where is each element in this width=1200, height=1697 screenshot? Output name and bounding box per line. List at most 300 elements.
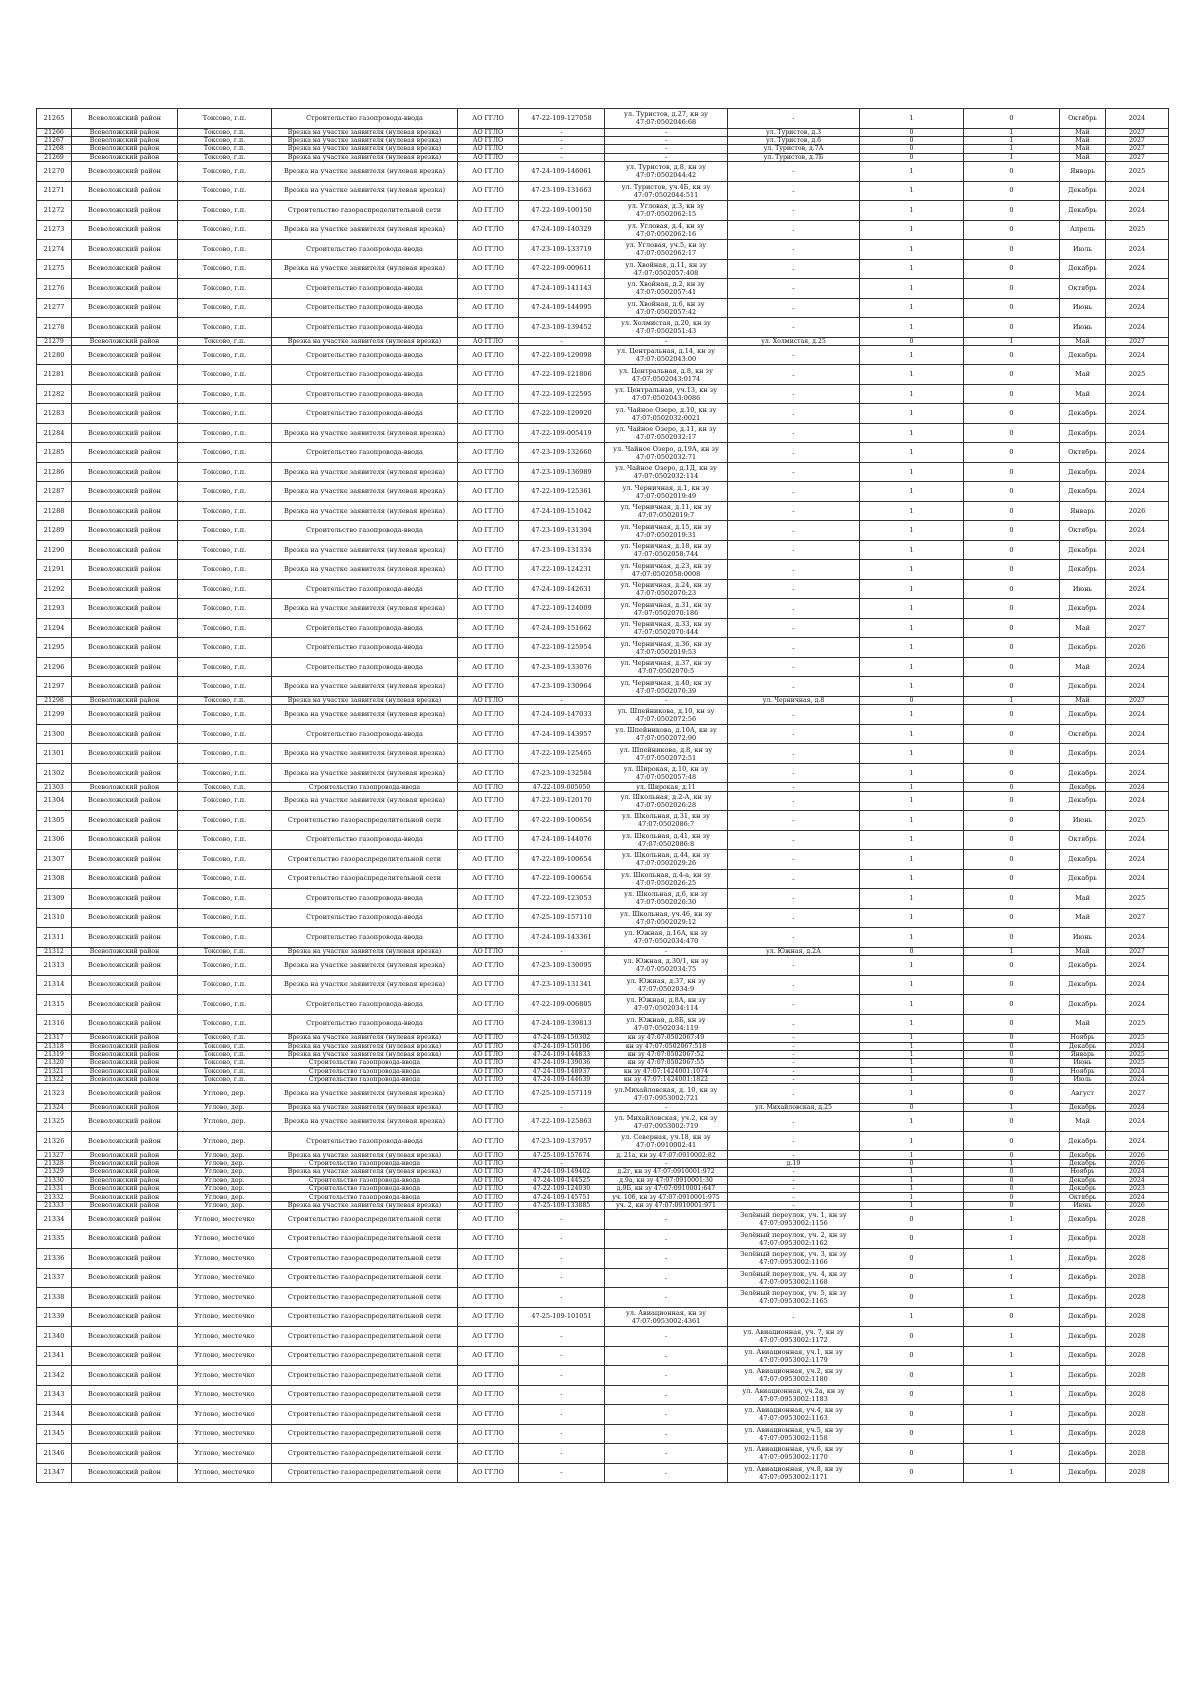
cell-address-with-application: - <box>605 1249 728 1269</box>
cell-month: Декабрь <box>1060 1288 1106 1308</box>
cell-year: 2024 <box>1106 1131 1169 1151</box>
cell-count-with-application: 1 <box>860 638 964 658</box>
cell-application-number: 47-23-109-139452 <box>519 318 605 338</box>
cell-year: 2028 <box>1106 1463 1169 1483</box>
cell-month: Июнь <box>1060 928 1106 948</box>
cell-district: Всеволожский район <box>72 259 178 279</box>
cell-address-with-application: ул. Черничная, д.24, кн зу 47:07:0502070:23 <box>605 579 728 599</box>
cell-address-without-application: ул. Южная, д.2А <box>728 947 860 955</box>
cell-month: Декабрь <box>1060 201 1106 221</box>
cell-month: Июль <box>1060 240 1106 260</box>
cell-organization: АО ГГЛО <box>458 365 519 385</box>
table-row <box>37 1424 1169 1444</box>
cell-address-without-application: - <box>728 482 860 502</box>
cell-address-with-application: ул. Шпейникова, д.8, кн зу 47:07:0502072:51 <box>605 744 728 764</box>
cell-count-with-application: 1 <box>860 1151 964 1159</box>
cell-organization: АО ГГЛО <box>458 1229 519 1249</box>
cell-work-type: Строительство газораспределительной сети <box>272 811 458 831</box>
cell-count-with-application: 1 <box>860 1067 964 1075</box>
cell-row-number: 21281 <box>37 365 72 385</box>
cell-address-without-application: ул. Туристов, д.3 <box>728 128 860 136</box>
cell-settlement: Углово, дер. <box>178 1084 272 1104</box>
cell-row-number: 21301 <box>37 744 72 764</box>
cell-year: 2027 <box>1106 136 1169 144</box>
cell-address-without-application: ул. Туристов, д.6 <box>728 136 860 144</box>
cell-settlement: Токсово, г.п. <box>178 783 272 791</box>
cell-application-number: 47-22-109-125465 <box>519 744 605 764</box>
cell-month: Январь <box>1060 501 1106 521</box>
cell-application-number: - <box>519 1210 605 1230</box>
table-row <box>37 1084 1169 1104</box>
cell-count-without-application: 0 <box>964 279 1060 299</box>
cell-count-without-application: 0 <box>964 560 1060 580</box>
cell-address-without-application: - <box>728 540 860 560</box>
cell-address-with-application: ул. Черничная, д.18, кн зу 47:07:0502058:744 <box>605 540 728 560</box>
cell-district: Всеволожский район <box>72 279 178 299</box>
cell-organization: АО ГГЛО <box>458 240 519 260</box>
cell-organization: АО ГГЛО <box>458 724 519 744</box>
cell-application-number: 47-24-109-147033 <box>519 705 605 725</box>
cell-year: 2024 <box>1106 318 1169 338</box>
cell-settlement: Токсово, г.п. <box>178 811 272 831</box>
cell-work-type: Строительство газопровода-ввода <box>272 109 458 129</box>
cell-address-without-application: - <box>728 345 860 365</box>
cell-organization: АО ГГЛО <box>458 1405 519 1425</box>
cell-year: 2028 <box>1106 1385 1169 1405</box>
cell-application-number: 47-23-109-133076 <box>519 657 605 677</box>
cell-settlement: Токсово, г.п. <box>178 657 272 677</box>
cell-address-without-application: - <box>728 365 860 385</box>
cell-count-with-application: 0 <box>860 1366 964 1386</box>
cell-count-with-application: 0 <box>860 696 964 704</box>
cell-count-with-application: 1 <box>860 657 964 677</box>
cell-address-with-application: д.2г, кн зу 47:07:0910001:972 <box>605 1168 728 1176</box>
cell-application-number: - <box>519 1366 605 1386</box>
cell-row-number: 21345 <box>37 1424 72 1444</box>
cell-row-number: 21265 <box>37 109 72 129</box>
table-row <box>37 345 1169 365</box>
cell-address-with-application: ул. Южная, д.30/1, кн зу 47:07:0502034:75 <box>605 956 728 976</box>
cell-month: Октябрь <box>1060 1193 1106 1201</box>
cell-address-with-application: - <box>605 1229 728 1249</box>
cell-year: 2027 <box>1106 947 1169 955</box>
cell-district: Всеволожский район <box>72 1229 178 1249</box>
cell-year: 2024 <box>1106 783 1169 791</box>
cell-address-without-application: Зелёный переулок, уч. 2, кн зу 47:07:0953002:1162 <box>728 1229 860 1249</box>
cell-settlement: Токсово, г.п. <box>178 279 272 299</box>
cell-row-number: 21343 <box>37 1385 72 1405</box>
cell-application-number: - <box>519 1346 605 1366</box>
cell-work-type: Врезка на участке заявителя (нулевая врезка) <box>272 1050 458 1058</box>
table-row <box>37 443 1169 463</box>
cell-month: Декабрь <box>1060 1184 1106 1192</box>
cell-district: Всеволожский район <box>72 365 178 385</box>
table-row <box>37 240 1169 260</box>
cell-count-with-application: 1 <box>860 1307 964 1327</box>
cell-month: Декабрь <box>1060 560 1106 580</box>
cell-count-with-application: 0 <box>860 1229 964 1249</box>
gasification-table <box>36 108 1169 1483</box>
cell-row-number: 21278 <box>37 318 72 338</box>
cell-row-number: 21269 <box>37 153 72 161</box>
cell-organization: АО ГГЛО <box>458 850 519 870</box>
cell-settlement: Токсово, г.п. <box>178 201 272 221</box>
cell-application-number: - <box>519 1444 605 1464</box>
cell-address-without-application: ул. Авиационная, уч.2, кн зу 47:07:0953002:1180 <box>728 1366 860 1386</box>
cell-month: Октябрь <box>1060 279 1106 299</box>
cell-work-type: Строительство газораспределительной сети <box>272 201 458 221</box>
table-row <box>37 318 1169 338</box>
cell-count-without-application: 0 <box>964 1014 1060 1034</box>
table-row <box>37 1103 1169 1111</box>
cell-count-with-application: 1 <box>860 908 964 928</box>
cell-row-number: 21312 <box>37 947 72 955</box>
cell-organization: АО ГГЛО <box>458 337 519 345</box>
cell-count-without-application: 1 <box>964 1405 1060 1425</box>
cell-year: 2027 <box>1106 696 1169 704</box>
table-row <box>37 599 1169 619</box>
cell-count-without-application: 0 <box>964 1050 1060 1058</box>
cell-address-without-application: - <box>728 423 860 443</box>
cell-month: Декабрь <box>1060 1210 1106 1230</box>
cell-organization: АО ГГЛО <box>458 1050 519 1058</box>
cell-year: 2024 <box>1106 763 1169 783</box>
cell-district: Всеволожский район <box>72 1366 178 1386</box>
cell-count-without-application: 0 <box>964 1067 1060 1075</box>
cell-count-without-application: 0 <box>964 1076 1060 1084</box>
cell-organization: АО ГГЛО <box>458 928 519 948</box>
cell-organization: АО ГГЛО <box>458 560 519 580</box>
cell-row-number: 21286 <box>37 462 72 482</box>
cell-district: Всеволожский район <box>72 1050 178 1058</box>
cell-settlement: Токсово, г.п. <box>178 482 272 502</box>
table-row <box>37 1385 1169 1405</box>
cell-address-with-application: - <box>605 1405 728 1425</box>
cell-address-without-application: ул. Туристов, д.7А <box>728 145 860 153</box>
cell-address-with-application: ул. Широкая, д.11 <box>605 783 728 791</box>
cell-application-number: 47-22-109-121806 <box>519 365 605 385</box>
cell-year: 2028 <box>1106 1210 1169 1230</box>
cell-address-without-application: - <box>728 318 860 338</box>
table-row <box>37 220 1169 240</box>
cell-count-with-application: 1 <box>860 181 964 201</box>
cell-application-number: 47-24-109-144525 <box>519 1176 605 1184</box>
cell-work-type: Строительство газораспределительной сети <box>272 850 458 870</box>
cell-address-with-application: ул. Туристов, д.8, кн зу 47:07:0502044:42 <box>605 162 728 182</box>
cell-work-type: Врезка на участке заявителя (нулевая врезка) <box>272 153 458 161</box>
cell-row-number: 21285 <box>37 443 72 463</box>
cell-year: 2024 <box>1106 1067 1169 1075</box>
cell-application-number: 47-22-109-125863 <box>519 1112 605 1132</box>
cell-work-type: Врезка на участке заявителя (нулевая врезка) <box>272 1084 458 1104</box>
cell-organization: АО ГГЛО <box>458 811 519 831</box>
cell-application-number: - <box>519 1327 605 1347</box>
cell-settlement: Углово, местечко <box>178 1424 272 1444</box>
table-row <box>37 869 1169 889</box>
cell-work-type: Врезка на участке заявителя (нулевая врезка) <box>272 1168 458 1176</box>
cell-address-without-application: - <box>728 1193 860 1201</box>
cell-district: Всеволожский район <box>72 956 178 976</box>
cell-district: Всеволожский район <box>72 1327 178 1347</box>
table-row <box>37 145 1169 153</box>
cell-count-without-application: 0 <box>964 657 1060 677</box>
table-row <box>37 1444 1169 1464</box>
cell-work-type: Строительство газораспределительной сети <box>272 1444 458 1464</box>
cell-year: 2024 <box>1106 259 1169 279</box>
cell-work-type: Строительство газопровода-ввода <box>272 995 458 1015</box>
cell-address-without-application: - <box>728 501 860 521</box>
table-row <box>37 1076 1169 1084</box>
table-row <box>37 975 1169 995</box>
cell-row-number: 21330 <box>37 1176 72 1184</box>
cell-district: Всеволожский район <box>72 423 178 443</box>
cell-application-number: - <box>519 1288 605 1308</box>
cell-row-number: 21296 <box>37 657 72 677</box>
cell-year: 2023 <box>1106 1184 1169 1192</box>
cell-row-number: 21341 <box>37 1346 72 1366</box>
cell-address-without-application: ул. Черничная, д.8 <box>728 696 860 704</box>
cell-year: 2028 <box>1106 1249 1169 1269</box>
cell-organization: АО ГГЛО <box>458 521 519 541</box>
cell-application-number: 47-25-109-157110 <box>519 908 605 928</box>
cell-settlement: Токсово, г.п. <box>178 724 272 744</box>
cell-address-with-application: кн зу 47:07:0502067:55 <box>605 1059 728 1067</box>
cell-district: Всеволожский район <box>72 869 178 889</box>
cell-address-without-application: - <box>728 1059 860 1067</box>
table-row <box>37 560 1169 580</box>
cell-year: 2024 <box>1106 201 1169 221</box>
cell-organization: АО ГГЛО <box>458 1463 519 1483</box>
cell-application-number: 47-24-109-143957 <box>519 724 605 744</box>
cell-settlement: Углово, дер. <box>178 1176 272 1184</box>
cell-count-without-application: 0 <box>964 956 1060 976</box>
cell-year: 2027 <box>1106 337 1169 345</box>
table-row <box>37 811 1169 831</box>
cell-address-with-application: ул. Широкая, д.10, кн зу 47:07:0502057:48 <box>605 763 728 783</box>
cell-count-without-application: 0 <box>964 181 1060 201</box>
cell-district: Всеволожский район <box>72 345 178 365</box>
cell-row-number: 21299 <box>37 705 72 725</box>
cell-address-without-application: - <box>728 1076 860 1084</box>
cell-address-without-application: - <box>728 908 860 928</box>
cell-work-type: Врезка на участке заявителя (нулевая врезка) <box>272 1034 458 1042</box>
cell-settlement: Углово, местечко <box>178 1346 272 1366</box>
cell-address-without-application: - <box>728 404 860 424</box>
cell-organization: АО ГГЛО <box>458 443 519 463</box>
cell-application-number: 47-22-109-127058 <box>519 109 605 129</box>
cell-organization: АО ГГЛО <box>458 1385 519 1405</box>
cell-count-without-application: 0 <box>964 599 1060 619</box>
cell-month: Май <box>1060 153 1106 161</box>
cell-row-number: 21327 <box>37 1151 72 1159</box>
cell-row-number: 21328 <box>37 1159 72 1167</box>
cell-month: Декабрь <box>1060 975 1106 995</box>
cell-work-type: Строительство газопровода-ввода <box>272 908 458 928</box>
cell-row-number: 21298 <box>37 696 72 704</box>
cell-year: 2024 <box>1106 1168 1169 1176</box>
cell-year: 2024 <box>1106 384 1169 404</box>
cell-count-with-application: 1 <box>860 501 964 521</box>
cell-month: Октябрь <box>1060 724 1106 744</box>
cell-year: 2028 <box>1106 1307 1169 1327</box>
cell-address-without-application: - <box>728 384 860 404</box>
cell-application-number: 47-22-109-100654 <box>519 869 605 889</box>
table-row <box>37 908 1169 928</box>
cell-district: Всеволожский район <box>72 1210 178 1230</box>
cell-address-with-application: ул. Туристов, д.27, кн зу 47:07:0502046:68 <box>605 109 728 129</box>
cell-row-number: 21344 <box>37 1405 72 1425</box>
cell-count-with-application: 1 <box>860 889 964 909</box>
cell-count-without-application: 0 <box>964 579 1060 599</box>
cell-district: Всеволожский район <box>72 579 178 599</box>
cell-count-with-application: 0 <box>860 1424 964 1444</box>
cell-work-type: Строительство газораспределительной сети <box>272 1268 458 1288</box>
cell-organization: АО ГГЛО <box>458 947 519 955</box>
table-row <box>37 1042 1169 1050</box>
cell-organization: АО ГГЛО <box>458 1327 519 1347</box>
cell-count-with-application: 1 <box>860 540 964 560</box>
table-row <box>37 482 1169 502</box>
cell-month: Декабрь <box>1060 869 1106 889</box>
cell-month: Июнь <box>1060 1201 1106 1209</box>
cell-row-number: 21342 <box>37 1366 72 1386</box>
cell-settlement: Токсово, г.п. <box>178 540 272 560</box>
cell-application-number: 47-24-109-146061 <box>519 162 605 182</box>
cell-settlement: Токсово, г.п. <box>178 956 272 976</box>
cell-settlement: Углово, местечко <box>178 1444 272 1464</box>
cell-row-number: 21294 <box>37 618 72 638</box>
cell-row-number: 21318 <box>37 1042 72 1050</box>
cell-count-without-application: 0 <box>964 162 1060 182</box>
cell-row-number: 21287 <box>37 482 72 502</box>
cell-work-type: Строительство газопровода-ввода <box>272 783 458 791</box>
cell-district: Всеволожский район <box>72 928 178 948</box>
cell-year: 2026 <box>1106 1151 1169 1159</box>
cell-work-type: Строительство газопровода-ввода <box>272 1176 458 1184</box>
cell-address-without-application: Зелёный переулок, уч. 3, кн зу 47:07:0953002:1166 <box>728 1249 860 1269</box>
cell-count-without-application: 0 <box>964 1168 1060 1176</box>
cell-count-without-application: 0 <box>964 1151 1060 1159</box>
cell-address-without-application: - <box>728 1067 860 1075</box>
cell-address-without-application: - <box>728 975 860 995</box>
cell-address-with-application: ул. Черничная, д.37, кн зу 47:07:0502070:5 <box>605 657 728 677</box>
cell-address-without-application: - <box>728 850 860 870</box>
cell-year: 2028 <box>1106 1444 1169 1464</box>
cell-address-with-application: - <box>605 1366 728 1386</box>
cell-settlement: Токсово, г.п. <box>178 763 272 783</box>
cell-address-without-application: - <box>728 791 860 811</box>
cell-organization: АО ГГЛО <box>458 501 519 521</box>
cell-work-type: Строительство газопровода-ввода <box>272 318 458 338</box>
cell-count-without-application: 1 <box>964 1268 1060 1288</box>
cell-work-type: Врезка на участке заявителя (нулевая врезка) <box>272 162 458 182</box>
cell-district: Всеволожский район <box>72 337 178 345</box>
cell-district: Всеволожский район <box>72 201 178 221</box>
cell-settlement: Токсово, г.п. <box>178 162 272 182</box>
cell-settlement: Токсово, г.п. <box>178 521 272 541</box>
cell-row-number: 21340 <box>37 1327 72 1347</box>
cell-row-number: 21329 <box>37 1168 72 1176</box>
table-row <box>37 1366 1169 1386</box>
table-row <box>37 763 1169 783</box>
cell-settlement: Токсово, г.п. <box>178 705 272 725</box>
cell-row-number: 21323 <box>37 1084 72 1104</box>
cell-year: 2026 <box>1106 638 1169 658</box>
cell-count-with-application: 1 <box>860 1112 964 1132</box>
cell-settlement: Токсово, г.п. <box>178 220 272 240</box>
cell-address-with-application: ул. Центральная, д.8, кн зу 47:07:0502043:0174 <box>605 365 728 385</box>
table-row <box>37 153 1169 161</box>
cell-address-without-application: - <box>728 1034 860 1042</box>
cell-year: 2024 <box>1106 869 1169 889</box>
cell-settlement: Токсово, г.п. <box>178 599 272 619</box>
cell-month: Декабрь <box>1060 1103 1106 1111</box>
cell-application-number: 47-22-109-124030 <box>519 1184 605 1192</box>
cell-row-number: 21282 <box>37 384 72 404</box>
cell-organization: АО ГГЛО <box>458 1151 519 1159</box>
cell-settlement: Токсово, г.п. <box>178 560 272 580</box>
cell-organization: АО ГГЛО <box>458 220 519 240</box>
cell-application-number: 47-24-109-143361 <box>519 928 605 948</box>
table-row <box>37 1112 1169 1132</box>
cell-count-with-application: 1 <box>860 1131 964 1151</box>
cell-count-with-application: 1 <box>860 1184 964 1192</box>
cell-count-with-application: 1 <box>860 1076 964 1084</box>
cell-count-with-application: 0 <box>860 1159 964 1167</box>
cell-application-number: 47-23-109-136989 <box>519 462 605 482</box>
table-row <box>37 259 1169 279</box>
table-row <box>37 1176 1169 1184</box>
table-row <box>37 384 1169 404</box>
cell-count-with-application: 0 <box>860 153 964 161</box>
cell-work-type: Строительство газораспределительной сети <box>272 1463 458 1483</box>
cell-count-without-application: 0 <box>964 869 1060 889</box>
cell-district: Всеволожский район <box>72 1112 178 1132</box>
cell-organization: АО ГГЛО <box>458 345 519 365</box>
cell-year: 2024 <box>1106 677 1169 697</box>
cell-count-without-application: 0 <box>964 423 1060 443</box>
cell-organization: АО ГГЛО <box>458 384 519 404</box>
cell-work-type: Строительство газопровода-ввода <box>272 1067 458 1075</box>
cell-settlement: Углово, местечко <box>178 1385 272 1405</box>
cell-district: Всеволожский район <box>72 240 178 260</box>
cell-work-type: Врезка на участке заявителя (нулевая врезка) <box>272 423 458 443</box>
cell-address-with-application: ул. Школьная, д.41, кн зу 47:07:0502086:8 <box>605 830 728 850</box>
cell-row-number: 21271 <box>37 181 72 201</box>
cell-count-with-application: 1 <box>860 975 964 995</box>
cell-organization: АО ГГЛО <box>458 791 519 811</box>
cell-address-with-application: ул. Черничная, д.31, кн зу 47:07:0502070:186 <box>605 599 728 619</box>
table-row <box>37 540 1169 560</box>
cell-settlement: Токсово, г.п. <box>178 947 272 955</box>
cell-address-without-application: ул. Авиационная, уч.8, кн зу 47:07:0953002:1171 <box>728 1463 860 1483</box>
cell-settlement: Токсово, г.п. <box>178 365 272 385</box>
cell-application-number: 47-25-109-133885 <box>519 1201 605 1209</box>
cell-address-without-application: - <box>728 956 860 976</box>
cell-address-with-application: ул. Черничная, д.1, кн зу 47:07:0502019:49 <box>605 482 728 502</box>
table-row <box>37 404 1169 424</box>
cell-row-number: 21325 <box>37 1112 72 1132</box>
cell-count-without-application: 0 <box>964 811 1060 831</box>
cell-month: Октябрь <box>1060 830 1106 850</box>
cell-count-without-application: 0 <box>964 1059 1060 1067</box>
cell-settlement: Углово, местечко <box>178 1463 272 1483</box>
cell-row-number: 21272 <box>37 201 72 221</box>
cell-count-without-application: 0 <box>964 995 1060 1015</box>
cell-application-number: - <box>519 1463 605 1483</box>
table-row <box>37 1346 1169 1366</box>
cell-application-number: - <box>519 337 605 345</box>
